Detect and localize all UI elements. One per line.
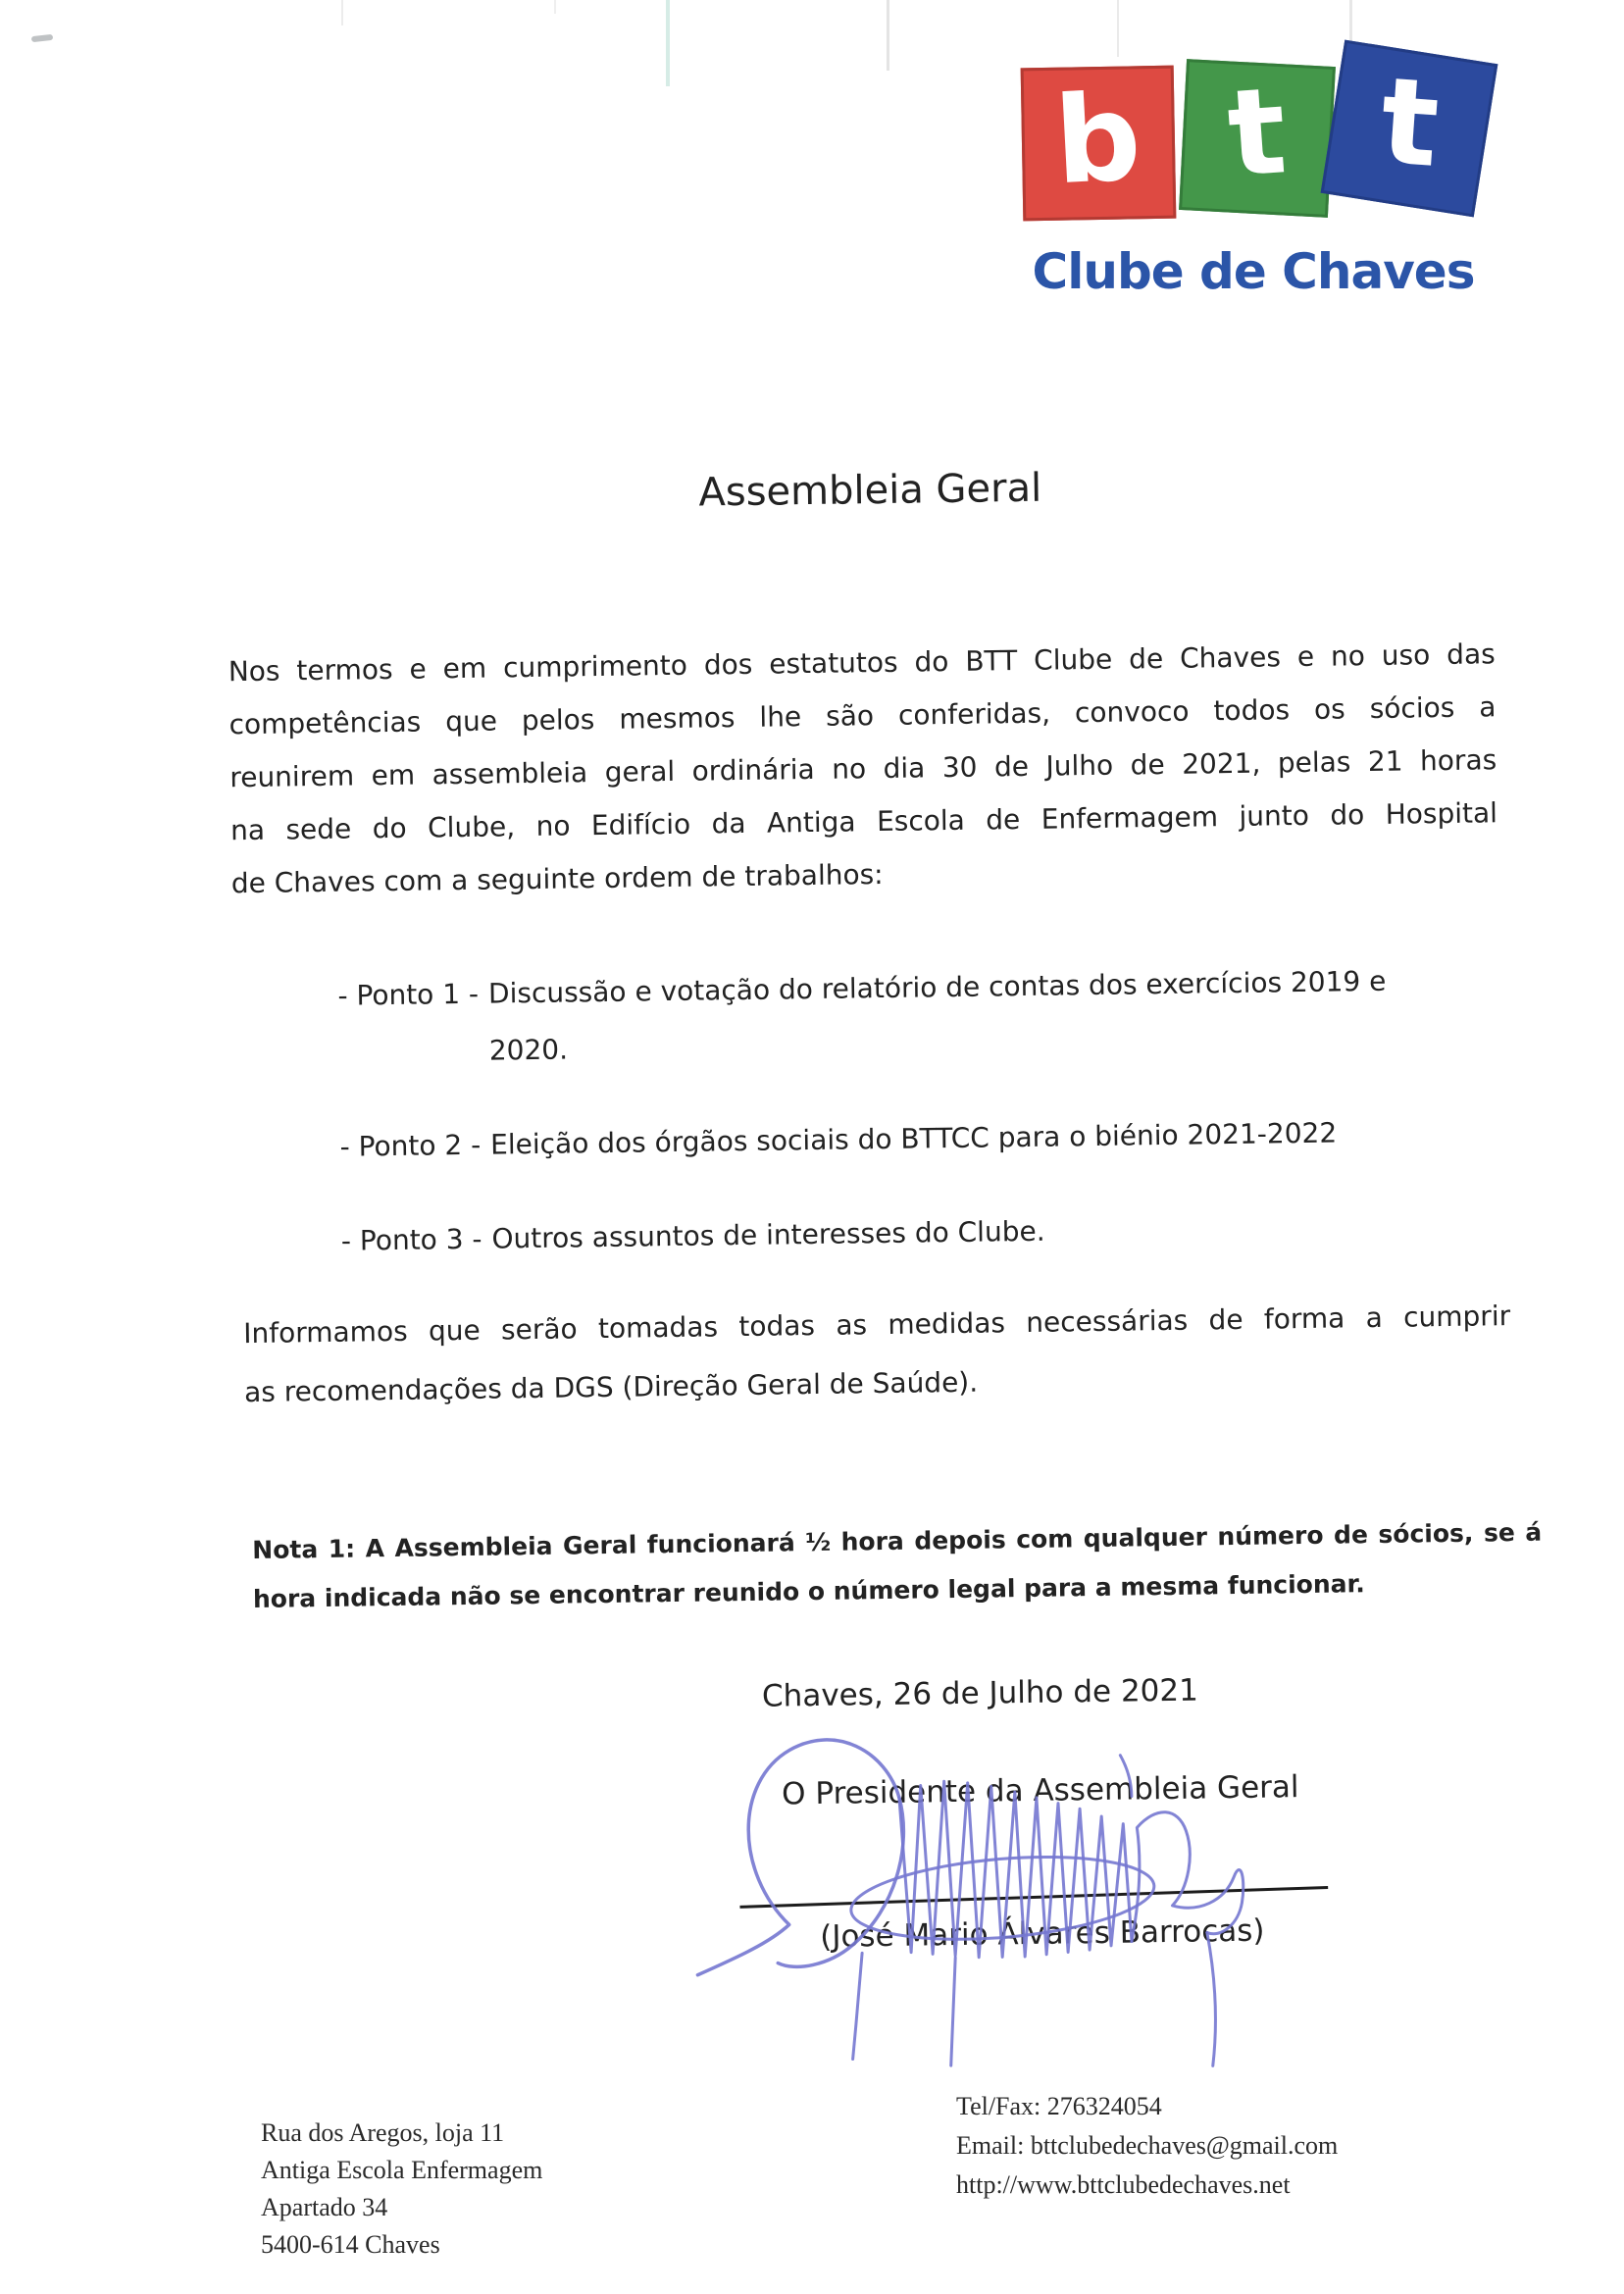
agenda-marker: - Ponto 3 - — [340, 1222, 482, 1257]
contact-line-website: http://www.bttclubedechaves.net — [956, 2170, 1291, 2199]
covid-note-paragraph — [243, 1287, 1512, 1422]
nota-line: hora indicada não se encontrar reunido o número legal para a mesma funcionar. — [252, 1569, 1365, 1614]
signature-stroke — [949, 1958, 957, 2065]
nota-line: Nota 1: A Assembleia Geral funcionará ½ hora depois com qualquer número de sócios, se á — [252, 1517, 1543, 1565]
nota-paragraph — [252, 1508, 1543, 1624]
agenda-text-line: Discussão e votação do relatório de contas dos exercícios 2019 e — [487, 964, 1387, 1010]
intro-line: Nos termos e em cumprimento dos estatutos do BTT Clube de Chaves e no uso das — [228, 637, 1496, 688]
document-title: Assembleia Geral — [698, 465, 1042, 516]
contact-block — [956, 2087, 1338, 2205]
covid-line: as recomendações da DGS (Direção Geral de Saúde). — [243, 1365, 979, 1409]
covid-line: Informamos que serão tomadas todas as medidas necessárias de forma a cumprir — [243, 1300, 1511, 1351]
address-line: Rua dos Aregos, loja 11 — [261, 2118, 505, 2147]
logo-letter-t1: t — [1223, 61, 1291, 204]
signer-name: (José Mario Álvares Barrocas) — [819, 1912, 1265, 1955]
agenda-text — [488, 953, 1388, 1080]
agenda-marker: - Ponto 2 - — [339, 1128, 482, 1163]
address-line: Antiga Escola Enfermagem — [261, 2156, 543, 2184]
logo-caption: Clube de Chaves — [1032, 243, 1475, 300]
date-line: Chaves, 26 de Julho de 2021 — [761, 1672, 1199, 1714]
intro-line: reunirem em assembleia geral ordinária no dia 30 de Julho de 2021, pelas 21 horas — [229, 743, 1497, 794]
agenda-text — [490, 1105, 1338, 1174]
contact-line-phone: Tel/Fax: 276324054 — [956, 2092, 1162, 2120]
intro-line: competências que pelos mesmos lhe são conferidas, convoco todos os sócios a — [228, 690, 1497, 741]
agenda-text — [491, 1203, 1045, 1268]
agenda-text-line: Outros assuntos de interesses do Clube. — [491, 1214, 1045, 1255]
agenda-item-2 — [339, 1102, 1527, 1176]
agenda-text-line: 2020. — [488, 1033, 569, 1067]
president-title-line: O Presidente da Assembleia Geral — [781, 1769, 1299, 1812]
agenda-marker: - Ponto 1 - — [337, 977, 480, 1012]
agenda-text-line: Eleição dos órgãos sociais do BTTCC para o biénio 2021-2022 — [489, 1116, 1338, 1161]
contact-line-email: Email: bttclubedechaves@gmail.com — [956, 2131, 1339, 2160]
agenda-item-1 — [337, 951, 1526, 1082]
intro-paragraph — [228, 628, 1498, 910]
signature-stroke — [851, 1953, 864, 2059]
address-line: 5400-614 Chaves — [261, 2230, 440, 2259]
agenda-list — [337, 951, 1529, 1307]
address-block — [261, 2115, 542, 2264]
intro-line: na sede do Clube, no Edifício da Antiga Escola de Enfermagem junto do Hospital — [229, 796, 1498, 847]
address-line: Apartado 34 — [261, 2193, 388, 2221]
logo-letter-b: b — [1051, 67, 1145, 212]
agenda-item-3 — [341, 1197, 1529, 1270]
logo-letter-t2: t — [1376, 51, 1444, 194]
intro-line: de Chaves com a seguinte ordem de trabalhos: — [230, 857, 884, 900]
